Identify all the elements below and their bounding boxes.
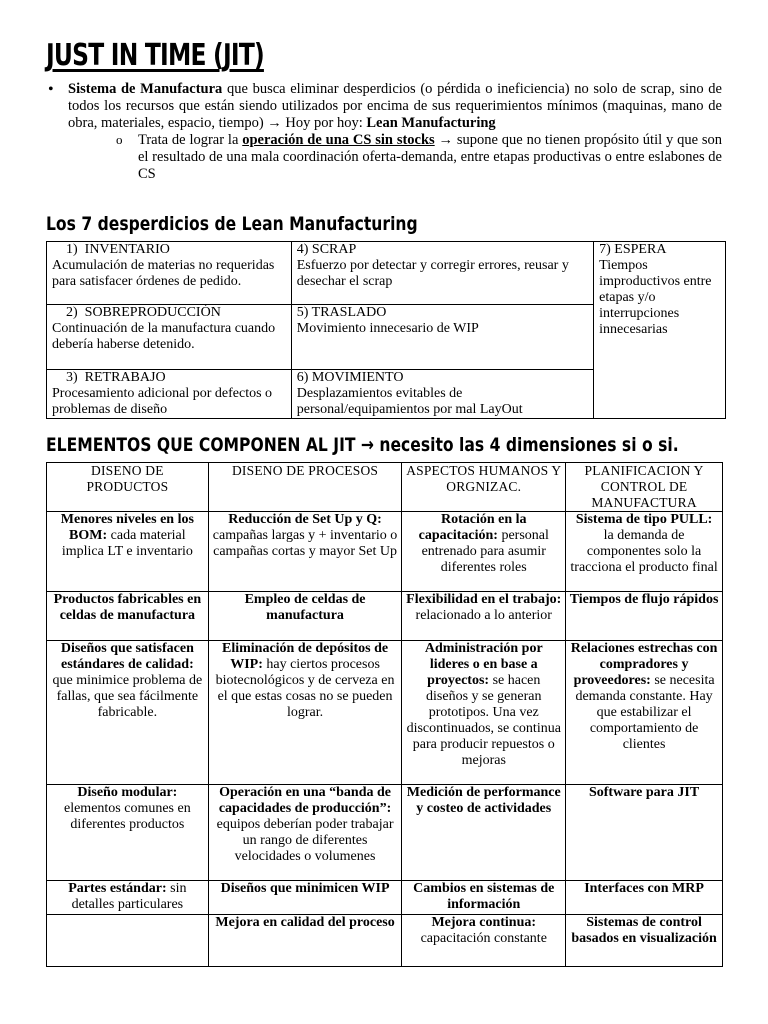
bullet-lean <box>46 81 722 132</box>
waste-cell-2 <box>47 305 292 370</box>
waste-title: 1) INVENTARIO <box>52 242 170 257</box>
waste-desc: Continuación de la manufactura cuando debería haberse detenido. <box>52 321 276 352</box>
element-term: Eliminación de depósitos de WIP: <box>222 641 389 672</box>
header-aspectos: ASPECTOS HUMANOS Y ORGNIZAC. <box>402 463 566 512</box>
element-cell <box>566 881 723 915</box>
waste-cell-6 <box>291 370 593 419</box>
element-cell <box>47 915 209 967</box>
element-cell <box>402 881 566 915</box>
element-text: campañas largas y + inventario o campañas cortas y mayor Set Up <box>212 528 398 559</box>
element-text: la demanda de componentes solo la tracciona el producto final <box>570 528 718 575</box>
waste-title: 6) MOVIMIENTO <box>296 370 404 385</box>
element-cell <box>47 881 209 915</box>
element-term: Flexibilidad en el trabajo: <box>406 592 562 607</box>
element-term: Sistemas de control basados en visualización <box>571 915 717 946</box>
element-cell <box>402 641 566 785</box>
element-term: Medición de performance y costeo de actividades <box>406 785 561 816</box>
element-term: Cambios en sistemas de información <box>413 881 555 912</box>
waste-cell-4 <box>291 242 593 305</box>
intro-section <box>46 81 722 183</box>
waste-desc: Esfuerzo por detectar y corregir errores, reusar y desechar el scrap <box>296 258 569 289</box>
elements-table <box>46 462 723 967</box>
element-term: Reducción de Set Up y Q: <box>228 512 382 527</box>
element-cell <box>47 785 209 881</box>
bullet-bold-lean: Lean Manufacturing <box>366 115 496 131</box>
element-term: Interfaces con MRP <box>584 881 704 896</box>
element-term: Tiempos de flujo rápidos <box>569 592 719 607</box>
element-cell <box>47 592 209 641</box>
waste-cell-5 <box>291 305 593 370</box>
subbullet-post: → supone que no tienen propósito útil y que son el resultado de una mala coordinación oferta-demanda, entre etapas productivas o entre eslabones de CS <box>138 132 723 182</box>
element-term: Administración por lideres o en base a proyectos: <box>424 641 543 688</box>
element-text: equipos deberían poder trabajar un rango de diferentes velocidades o volumenes <box>216 817 394 864</box>
element-text: sin detalles particulares <box>71 881 187 912</box>
waste-title: 2) SOBREPRODUCCIÓN <box>52 305 221 320</box>
waste-desc: Movimiento innecesario de WIP <box>296 321 479 336</box>
element-cell <box>566 592 723 641</box>
element-cell <box>402 915 566 967</box>
waste-desc: Desplazamientos evitables de personal/equipamientos por mal LayOut <box>296 386 523 417</box>
element-term: Partes estándar: <box>68 881 167 896</box>
waste-cell-7 <box>594 242 726 419</box>
element-term: Empleo de celdas de manufactura <box>244 592 366 623</box>
element-cell <box>208 881 402 915</box>
bullet-text: que busca eliminar desperdicios (o pérdida o ineficiencia) no solo de scrap, sino de todos los recursos que están siendo utilizados por encima de sus requerimientos mínimos (maquinas, mano de obra, materiales, espacio, tiempo) → Hoy por hoy: <box>68 81 722 131</box>
element-text: relacionado a lo anterior <box>415 608 552 623</box>
bullet-bold-term: Sistema de Manufactura <box>68 81 223 97</box>
element-term: Diseños que minimicen WIP <box>220 881 390 896</box>
element-text: se hacen diseños y se generan prototipos. Una vez discontinuados, se continua para producir repuestos o mejoras <box>406 673 561 768</box>
element-text: elementos comunes en diferentes productos <box>63 801 191 832</box>
element-cell <box>402 592 566 641</box>
element-text: personal entrenado para asumir diferentes roles <box>421 528 549 575</box>
elements-heading: ELEMENTOS QUE COMPONEN AL JIT → necesito las 4 dimensiones si o si. <box>46 434 679 456</box>
element-term: Diseños que satisfacen estándares de calidad: <box>60 641 194 672</box>
element-text: que minimice problema de fallas, que sea fácilmente fabricable. <box>52 673 203 720</box>
element-term: Mejora en calidad del proceso <box>215 915 395 930</box>
element-cell <box>47 641 209 785</box>
waste-title: 7) ESPERA <box>599 242 667 257</box>
element-cell <box>47 512 209 592</box>
subbullet-underlined: operación de una CS sin stocks <box>242 132 435 148</box>
element-term: Operación en una “banda de capacidades de producción”: <box>218 785 392 816</box>
element-cell <box>208 915 402 967</box>
waste-cell-1 <box>47 242 292 305</box>
element-cell <box>208 641 402 785</box>
waste-desc: Tiempos improductivos entre etapas y/o interrupciones innecesarias <box>599 258 712 337</box>
waste-desc: Procesamiento adicional por defectos o problemas de diseño <box>52 386 273 417</box>
element-term: Rotación en la capacitación: <box>418 512 527 543</box>
waste-cell-3 <box>47 370 292 419</box>
element-cell <box>208 592 402 641</box>
waste-title: 4) SCRAP <box>296 242 357 257</box>
element-cell <box>208 512 402 592</box>
waste-desc: Acumulación de materias no requeridas para satisfacer órdenes de pedido. <box>52 258 275 289</box>
subbullet-stocks <box>46 132 722 183</box>
element-cell <box>402 785 566 881</box>
waste-title: 3) RETRABAJO <box>52 370 166 385</box>
header-procesos: DISENO DE PROCESOS <box>208 463 402 512</box>
waste-table <box>46 241 726 419</box>
header-planificacion: PLANIFICACION Y CONTROL DE MANUFACTURA <box>566 463 723 512</box>
element-cell <box>566 915 723 967</box>
page-title: JUST IN TIME (JIT) <box>46 38 264 73</box>
element-cell <box>566 512 723 592</box>
element-text: capacitación constante <box>420 931 547 946</box>
element-cell <box>402 512 566 592</box>
element-cell <box>566 785 723 881</box>
element-text: se necesita demanda constante. Hay que estabilizar el comportamiento de clientes <box>575 673 715 752</box>
waste-heading: Los 7 desperdicios de Lean Manufacturing <box>46 213 418 235</box>
element-term: Productos fabricables en celdas de manufactura <box>53 592 202 623</box>
element-term: Sistema de tipo PULL: <box>575 512 713 527</box>
element-cell <box>208 785 402 881</box>
element-text: cada material implica LT e inventario <box>61 528 193 559</box>
element-text: hay ciertos procesos biotecnológicos y de cerveza en el que estas cosas no se pueden lograr. <box>215 657 395 720</box>
element-term: Software para JIT <box>588 785 700 800</box>
element-term: Menores niveles en los BOM: <box>60 512 194 543</box>
waste-title: 5) TRASLADO <box>296 305 387 320</box>
element-term: Relaciones estrechas con compradores y proveedores: <box>570 641 718 688</box>
element-term: Diseño modular: <box>77 785 178 800</box>
subbullet-pre: Trata de lograr la <box>138 132 243 148</box>
header-productos: DISENO DE PRODUCTOS <box>47 463 209 512</box>
element-term: Mejora continua: <box>431 915 537 930</box>
element-cell <box>566 641 723 785</box>
